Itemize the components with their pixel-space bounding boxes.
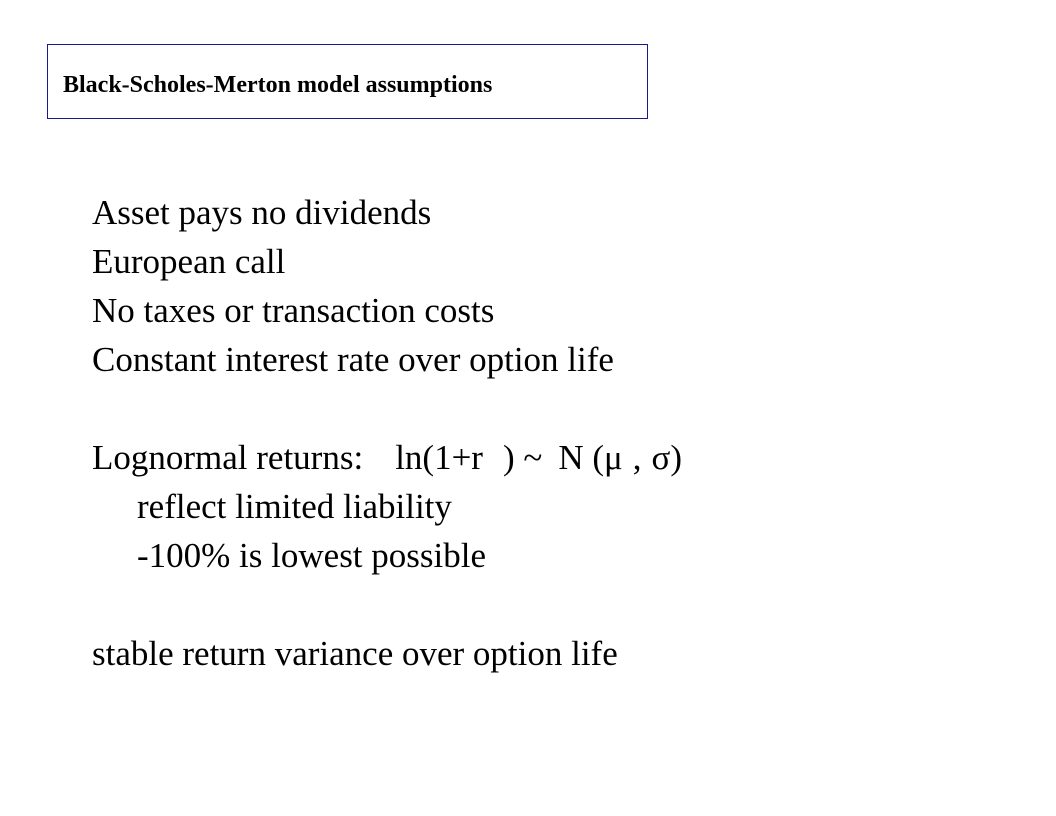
sigma-symbol: σ (651, 438, 671, 477)
assumption-line: European call (92, 242, 286, 281)
assumption-line: No taxes or transaction costs (92, 291, 495, 330)
mu-symbol: μ (604, 438, 623, 477)
lognormal-line (92, 433, 682, 482)
blank-line (92, 580, 682, 629)
lognormal-label: Lognormal returns: (92, 438, 364, 477)
formula-middle: ) ~ (502, 438, 543, 477)
sub-point: reflect limited liability (137, 487, 452, 526)
title-box (47, 44, 648, 119)
sub-point: -100% is lowest possible (137, 536, 487, 575)
comma: , (632, 438, 642, 477)
assumption-line: Asset pays no dividends (92, 193, 432, 232)
final-line: stable return variance over option life (92, 634, 618, 673)
slide-title: Black-Scholes-Merton model assumptions (63, 72, 493, 98)
slide-body (92, 188, 682, 678)
assumption-line: Constant interest rate over option life (92, 340, 614, 379)
distribution-symbol: N ( (558, 438, 604, 477)
formula-prefix: ln(1+r (395, 438, 483, 477)
close-paren: ) (670, 438, 683, 477)
blank-line (92, 384, 682, 433)
